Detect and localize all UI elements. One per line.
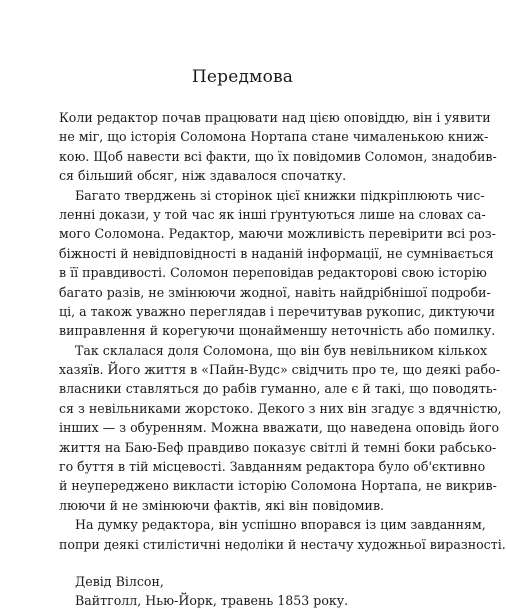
text-line: виправлення й корегуючи щонайменшу неточність або помилку.: [59, 323, 496, 339]
text-line: попри деякі стилістичні недоліки й нестачу художньої виразності.: [59, 536, 506, 552]
text-line: хазяїв. Його життя в «Пайн-Вудс» свідчить про те, що деякі рабо-: [59, 362, 500, 378]
text-line: го буття в тій місцевості. Завданням редактора було об'єктивно: [59, 459, 486, 475]
text-line: мого Соломона. Редактор, маючи можливість перевірити всі роз-: [59, 226, 496, 242]
signature-place-date: Вайтголл, Нью-Йорк, травень 1853 року.: [75, 593, 349, 609]
signature-name: Девід Вілсон,: [75, 573, 164, 589]
paragraph-1: [59, 108, 497, 186]
paragraph-3: [59, 341, 502, 516]
text-line: ленні докази, у той час як інші ґрунтуються лише на словах са-: [59, 206, 486, 222]
text-line: ся з невільниками жорстоко. Декого з них він згадує з вдячністю,: [59, 400, 502, 416]
document-body: [59, 108, 506, 611]
text-line: інших — з обуренням. Можна вважати, що наведена оповідь його: [59, 420, 500, 436]
text-line: біжності й невідповідності в наданій інформації, не сумнівається: [59, 245, 494, 261]
text-line: кою. Щоб навести всі факти, що їх повідомив Соломон, знадобив-: [59, 148, 497, 164]
text-line: в її правдивості. Соломон переповідав редакторові свою історію: [59, 265, 487, 281]
text-line: Коли редактор почав працювати над цією оповіддю, він і уявити: [59, 110, 491, 125]
text-line: Багато тверджень зі сторінок цієї книжки підкріплюють чис-: [75, 187, 485, 203]
paragraph-2: [59, 186, 496, 341]
text-line: й неупереджено викласти історію Соломона Нортапа, не викрив-: [59, 478, 497, 494]
text-line: ся більший обсяг, ніж здавалося спочатку.: [59, 168, 347, 184]
text-line: власники ставляться до рабів гуманно, але є й такі, що поводять-: [59, 381, 497, 397]
text-line: не міг, що історія Соломона Нортапа стане чималенькою книж-: [59, 129, 489, 145]
text-line: На думку редактора, він успішно впорався із цим завданням,: [75, 517, 486, 533]
text-line: життя на Баю-Беф правдиво показує світлі й темні боки рабсько-: [59, 439, 497, 455]
paragraph-4: [59, 515, 506, 554]
page-title: Передмова: [191, 67, 294, 87]
signature-block: [59, 572, 426, 611]
text-line: Так склалася доля Соломона, що він був невільником кількох: [75, 342, 488, 358]
text-line: багато разів, не змінюючи жодної, навіть найдрібнішої подроби-: [59, 284, 491, 300]
text-line: люючи й не змінюючи фактів, які він повідомив.: [59, 497, 385, 513]
text-line: ці, а також уважно переглядав і перечитував рукопис, диктуючи: [59, 303, 496, 319]
